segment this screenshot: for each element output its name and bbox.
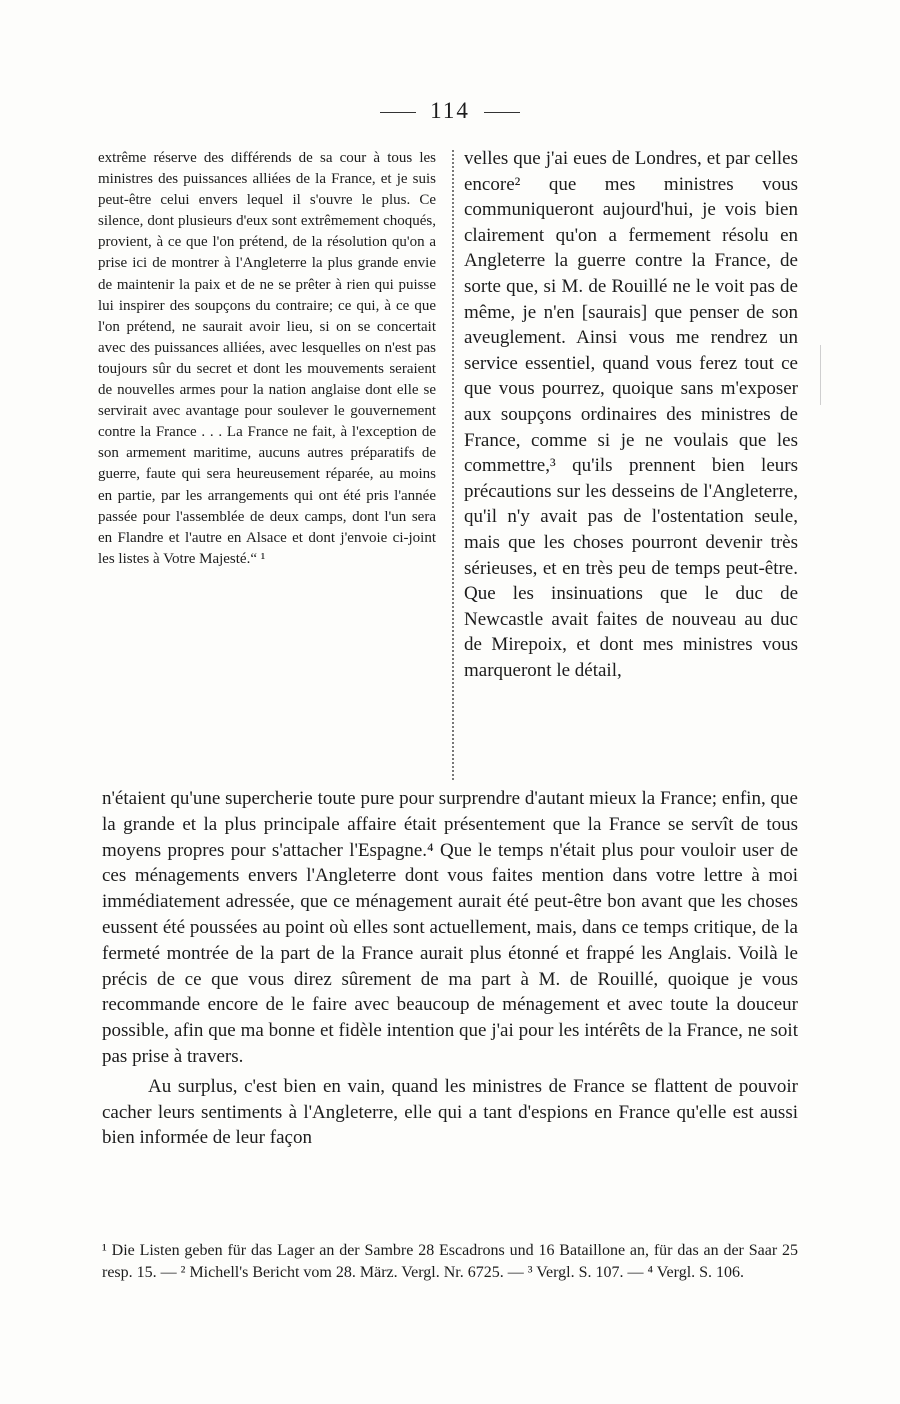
scan-edge-mark: [820, 345, 821, 405]
footnotes: [102, 1240, 798, 1284]
footnotes-text: ¹ Die Listen geben für das Lager an der Sambre 28 Escadrons und 16 Bataillone an, für das an der Saar 25 resp. 15. — ² Michell's Bericht vom 28. März. Vergl. Nr. 6725. — ³ Vergl. S. 107. — ⁴ Vergl. S. 106.: [102, 1242, 798, 1281]
body-paragraph-2: Au surplus, c'est bien en vain, quand les ministres de France se flattent de pouvoir cacher leurs sentiments à l'Angleterre, elle qui a tant d'espions en France qu'elle est aussi bien informée de leur façon: [102, 1075, 798, 1149]
body-text: [102, 786, 798, 1151]
right-column-text: velles que j'ai eues de Londres, et par celles encore² que mes ministres vous communiqueront aujourd'hui, je vois bien clairement qu'on a fermement résolu en Angleterre la guerre contre la France, de sorte que, si M. de Rouillé ne le voit pas de même, je n'en [saurais] que penser de son aveuglement. Ainsi vous me rendrez un service essentiel, quand vous ferez tout ce que vous pourrez, quoique sans m'exposer aux soupçons ordinaires des ministres de France, comme si je ne voulais que les commettre,³ qu'ils prennent bien leurs précautions sur les desseins de l'Angleterre, qu'il n'y avait pas de l'ostentation seule, mais que les choses pourront devenir très sérieuses, et en très peu de temps peut-être. Que les insinuations que le duc de Newcastle avait faites de nouveau au duc de Mirepoix, et dont mes ministres vous marqueront le détail,: [464, 148, 798, 681]
page-number-value: 114: [430, 98, 470, 123]
page-number-dash-left: [380, 112, 416, 113]
page-number-dash-right: [484, 112, 520, 113]
page-number: [0, 98, 900, 124]
body-paragraph-1: n'étaient qu'une supercherie toute pure pour surprendre d'autant mieux la France; enfin, que la grande et la plus principale affaire était présentement que la France se servît de tous moyens propres pour s'attacher l'Espagne.⁴ Que le temps n'était plus pour vouloir user de ces ménagements envers l'Angleterre dont vous faites mention dans votre lettre à moi immédiatement adressée, que ce ménagement aurait été peut-être bon avant que les choses eussent été poussées au point où elles sont actuellement, mais, dans ce temps critique, de la fermeté montrée de la part de la France aurait plus étonné et frappé les Anglais. Voilà le précis de ce que vous direz sûrement de ma part à M. de Rouillé, quoique je vous recommande encore de le faire avec beaucoup de ménagement et avec toute la douceur possible, afin que ma bonne et fidèle intention que j'ai pour les intérêts de la France, ne soit pas prise à travers.: [102, 788, 798, 1067]
left-column-text: extrême réserve des différends de sa cour à tous les ministres des puissances alliées de la France, et je suis peut-être celui envers lequel il s'ouvre le plus. Ce silence, dont plusieurs d'eux sont extrêmement choqués, provient, à ce que l'on prétend, de la résolution qu'on a prise ici de montrer à l'Angleterre la plus grande envie de maintenir la paix et de ne se prêter à rien qui puisse lui inspirer des soupçons du contraire; ce qui, à ce que l'on prétend, ne saurait avoir lieu, si on se concertait avec des puissances alliées, avec lesquelles on n'est pas toujours sûr du secret et dont les mouvements seraient de nouvelles armes pour la nation anglaise dont elle se servirait avec avantage pour soulever le gouvernement contre la France . . . La France ne fait, à l'exception de son armement maritime, aucuns autres préparatifs de guerre, faute qui sera heureusement réparée, au moins en partie, par les arrangements qui ont été pris l'année passée pour l'assemblée de deux camps, dont l'un sera en Flandre et l'autre en Alsace et dont j'envoie ci-joint les listes à Votre Majesté.“ ¹: [98, 150, 436, 567]
column-divider: [452, 150, 454, 780]
